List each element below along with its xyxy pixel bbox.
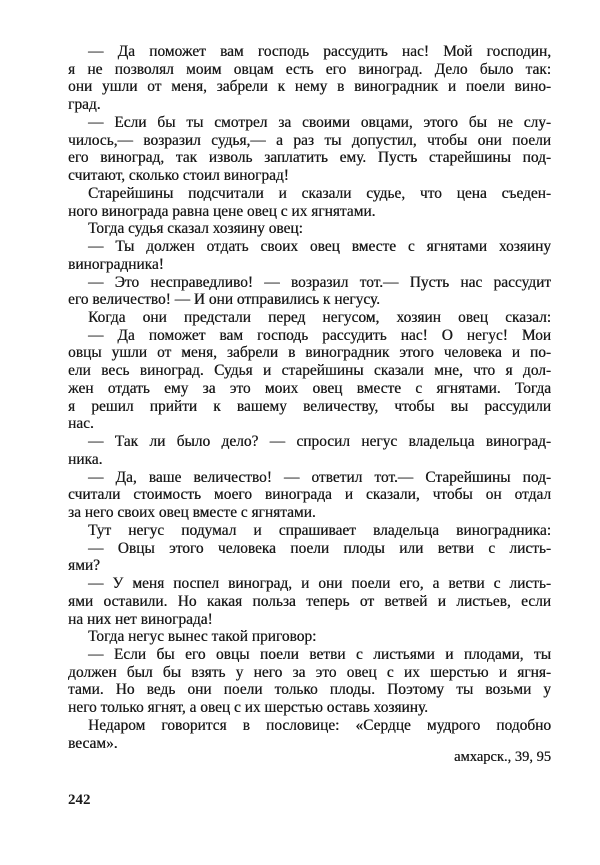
text-line: за него своих овец вместе с ягнятами. [68,504,316,522]
text-line: ника. [68,450,103,468]
text-line: — Ты должен отдать своих овец вместе с ягнятами хозяину [88,238,551,256]
text-line: я не позволял моим овцам есть его виноград. Дело было так: [68,60,551,78]
text-line: чилось,— возразил судья,— а раз ты допустил, чтобы они поели [68,131,551,149]
text-line: овцы ушли от меня, забрели в виноградник этого человека и по- [68,344,551,362]
source-reference: амхарск., 39, 95 [454,749,551,765]
text-line: Тут негус подумал и спрашивает владельца виноградника: [88,521,551,539]
text-line: него только ягнят, а овец с их шерстью оставь хозяину. [68,699,428,717]
text-line: Тогда судья сказал хозяину овец: [88,220,303,238]
text-line: Старейшины подсчитали и сказали судье, что цена съеден- [88,184,551,202]
body-text [68,43,551,752]
text-line: Тогда негус вынес такой приговор: [88,628,317,646]
text-line: Когда они предстали перед негусом, хозяин овец сказал: [88,309,551,327]
text-line: — Да поможет вам господь рассудить нас! Мой господин, [88,43,551,60]
text-line: тами. Но ведь они поели только плоды. Поэтому ты возьми у [68,681,551,699]
text-line: весам». [68,734,118,752]
text-line: — У меня поспел виноград, и они поели его, а ветви с листь- [88,575,551,593]
text-line: — Овцы этого человека поели плоды или ветви с листь- [88,539,551,557]
text-line: — Да, ваше величество! — ответил тот.— Старейшины под- [88,468,551,486]
text-line: ели весь виноград. Судья и старейшины сказали мне, что я дол- [68,362,551,380]
text-line: — Это несправедливо! — возразил тот.— Пусть нас рассудит [88,273,551,291]
text-line: нас. [68,415,94,433]
page-number: 242 [68,792,91,808]
text-line: град. [68,96,101,114]
text-line: — Да поможет вам господь рассудить нас! О негус! Мои [88,326,551,344]
text-line: считают, сколько стоил виноград! [68,167,289,185]
text-line: — Если бы ты смотрел за своими овцами, этого бы не слу- [88,113,551,131]
text-line: должен был бы взять у него за это овец с их шерстью и ягня- [68,663,551,681]
text-line: ного винограда равна цене овец с их ягнятами. [68,202,376,220]
text-line: ями оставили. Но какая польза теперь от ветвей и листьев, если [68,592,551,610]
text-line: Недаром говорится в пословице: «Сердце мудрого подобно [88,716,551,734]
text-line: на них нет винограда! [68,610,213,628]
text-line: ями? [68,557,100,575]
text-line: — Так ли было дело? — спросил негус владельца виноград- [88,433,551,451]
text-line: его величество! — И они отправились к негусу. [68,291,380,309]
text-line: считали стоимость моего винограда и сказали, чтобы он отдал [68,486,551,504]
text-line: жен отдать ему за это моих овец вместе с ягнятами. Тогда [68,379,551,397]
text-line: они ушли от меня, забрели к нему в виноградник и поели вино- [68,78,551,96]
text-line: его виноград, так изволь заплатить ему. Пусть старейшины под- [68,149,551,167]
text-line: виноградника! [68,255,164,273]
text-line: — Если бы его овцы поели ветви с листьями и плодами, ты [88,645,551,663]
text-line: я решил прийти к вашему величеству, чтобы вы рассудили [68,397,551,415]
